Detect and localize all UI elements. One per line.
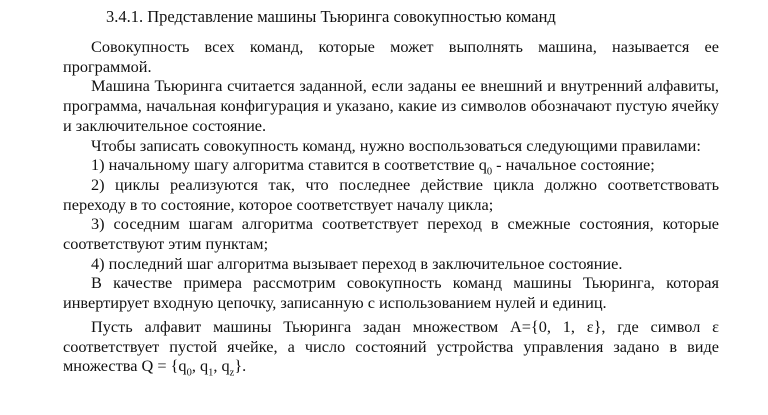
paragraph-program-definition: Совокупность всех команд, которые может выполнять машина, называется ее программой. — [63, 37, 719, 76]
alphabet-separator-1: , q — [191, 356, 209, 376]
section-heading: 3.4.1. Представление машины Тьюринга совокупностью команд — [106, 7, 556, 26]
rule-1-text: 1) начальному шагу алгоритма ставится в соответствие q — [91, 155, 487, 175]
paragraph-alphabet — [63, 316, 719, 379]
rule-1 — [63, 155, 719, 178]
document-body — [63, 37, 719, 379]
state-subscript-1: 1 — [208, 367, 214, 379]
rule-1-text-end: - начальное состояние; — [492, 155, 655, 175]
rule-4: 4) последний шаг алгоритма вызывает переход в заключительное состояние. — [91, 253, 623, 273]
state-subscript-z: z — [229, 367, 235, 379]
alphabet-separator-2: , q — [213, 356, 230, 376]
alphabet-text: Пусть алфавит машины Тьюринга задан множеством А={0, 1, ε}, где символ ε соответствует пустой ячейке, а число состояний устройства управления задано в виде множества Q = {q — [63, 316, 719, 376]
rule-1-subscript: 0 — [486, 166, 493, 178]
state-subscript-0: 0 — [186, 367, 192, 379]
alphabet-end: }. — [234, 356, 247, 376]
paragraph-example-intro: В качестве примера рассмотрим совокупность команд машины Тьюринга, которая инвертирует входную цепочку, записанную с использованием нулей и единиц. — [63, 273, 719, 313]
paragraph-machine-definition: Машина Тьюринга считается заданной, если заданы ее внешний и внутренний алфавиты, программа, начальная конфигурация и указано, какие из символов обозначают пустую ячейку и заключительное состояние. — [63, 76, 719, 135]
rule-2: 2) циклы реализуются так, что последнее действие цикла должно соответствовать переходу в то состояние, которое соответствует началу цикла; — [63, 174, 719, 214]
rule-3: 3) соседним шагам алгоритма соответствует переход в смежные состояния, которые соответствуют этим пунктам; — [63, 214, 719, 254]
paragraph-rules-intro: Чтобы записать совокупность команд, нужно воспользоваться следующими правилами: — [91, 135, 701, 155]
